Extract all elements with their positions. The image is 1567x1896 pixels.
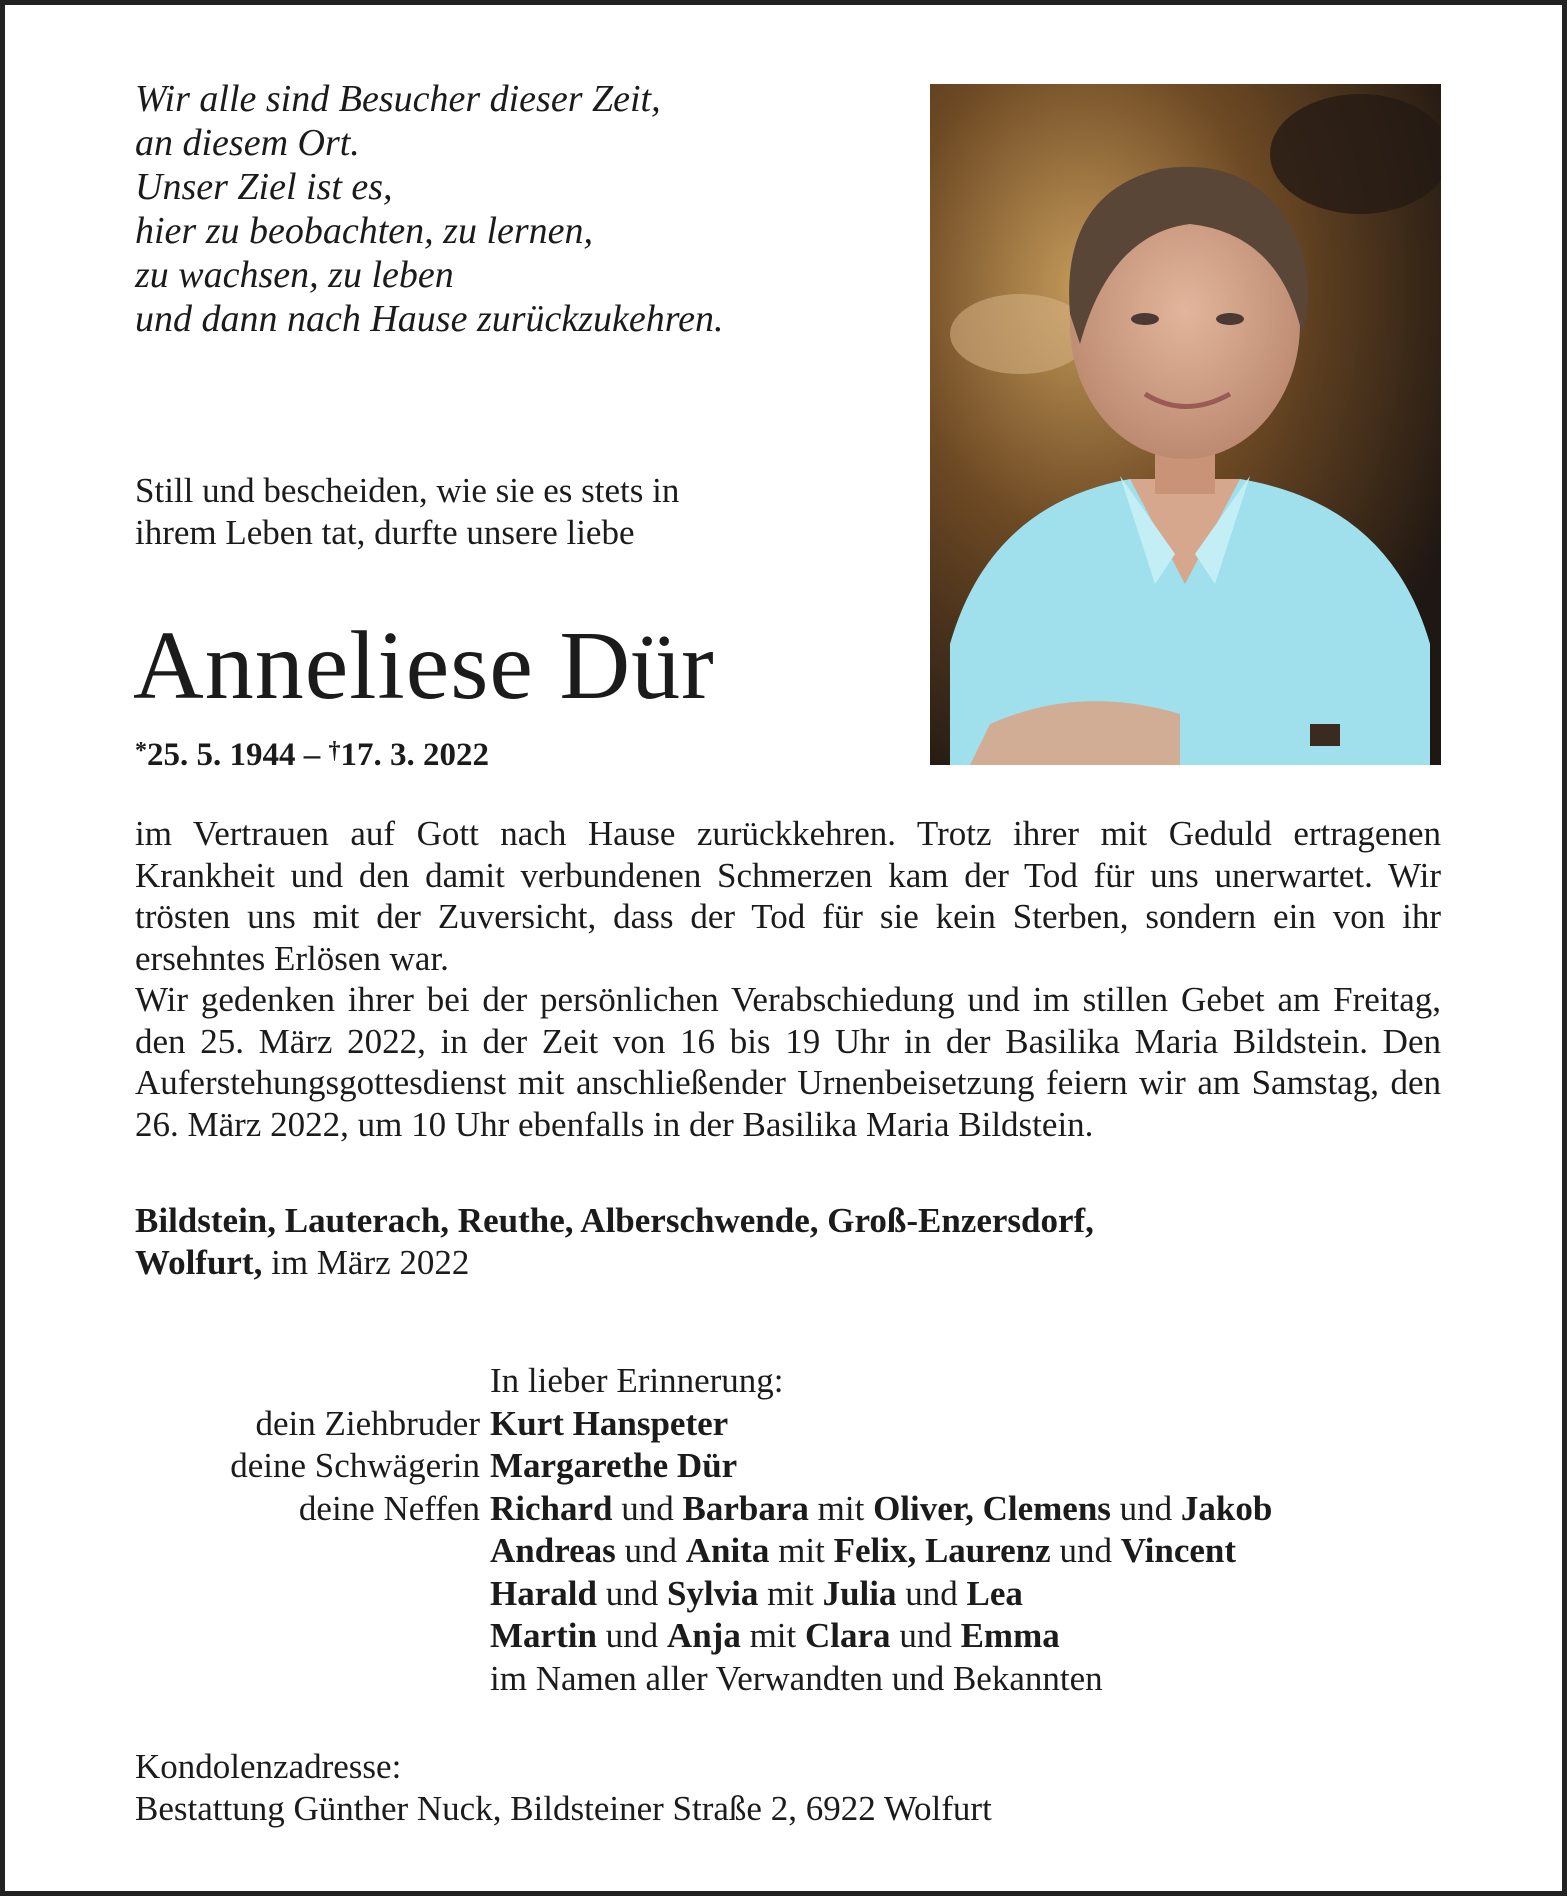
mourner-row (135, 1615, 1455, 1658)
places-last: Wolfurt, (135, 1243, 263, 1282)
places-list: Bildstein, Lauterach, Reuthe, Alberschwende, Groß-Enzersdorf, (135, 1201, 1094, 1240)
mourner-row (135, 1530, 1455, 1573)
mourner-row (135, 1658, 1455, 1701)
mourners-list (135, 1360, 1455, 1700)
condolence-text: Bestattung Günther Nuck, Bildsteiner Straße 2, 6922 Wolfurt (135, 1789, 992, 1828)
body-paragraph: Wir gedenken ihrer bei der persönlichen Verabschiedung und im stillen Gebet am Freitag, den 25. März 2022, in der Zeit von 16 bis 19 Uhr in der Basilika Maria Bildstein. Den Auferstehungsgottesdienst mit anschließender Urnenbeisetzung feiern wir am Samstag, den 26. März 2022, um 10 Uhr ebenfalls in der Basilika Maria Bildstein. (135, 980, 1441, 1144)
mourner-name: Margarethe Dür (490, 1446, 738, 1485)
mourner-row (135, 1403, 1455, 1446)
intro-line: ihrem Leben tat, durfte unsere liebe (135, 513, 635, 552)
birth-date: 25. 5. 1944 (147, 737, 296, 773)
role-label: dein Ziehbruder (255, 1403, 480, 1443)
mourner-row (135, 1488, 1455, 1531)
condolence-label: Kondolenzadresse: (135, 1747, 402, 1786)
intro-text (135, 470, 835, 554)
family-line: Richard und Barbara mit Oliver, Clemens und Jakob (490, 1488, 1273, 1528)
poem-line: hier zu beobachten, zu lernen, (135, 210, 594, 252)
place-date: im März 2022 (262, 1243, 470, 1282)
mourner-name: Kurt Hanspeter (490, 1403, 729, 1443)
closing-line: im Namen aller Verwandten und Bekannten (490, 1658, 1103, 1698)
portrait-photo (930, 84, 1441, 765)
family-line: Andreas und Anita mit Felix, Laurenz und Vincent (490, 1531, 1237, 1570)
life-dates (135, 733, 489, 777)
condolence-address (135, 1746, 1455, 1830)
intro-line: Still und bescheiden, wie sie es stets in (135, 471, 680, 510)
place-date-line (135, 1200, 1455, 1284)
portrait-illustration (930, 84, 1441, 765)
poem-line: und dann nach Hause zurückzukehren. (135, 298, 724, 340)
date-separator: – (295, 737, 329, 773)
signoff-heading: In lieber Erinnerung: (490, 1361, 784, 1400)
poem-line: an diesem Ort. (135, 122, 360, 164)
death-date: 17. 3. 2022 (340, 737, 489, 773)
role-label: deine Neffen (298, 1488, 480, 1528)
poem-line: Wir alle sind Besucher dieser Zeit, (135, 78, 661, 120)
poem (135, 77, 785, 341)
family-line: Martin und Anja mit Clara und Emma (490, 1616, 1060, 1655)
birth-mark: * (135, 738, 147, 764)
announcement-body (135, 813, 1441, 1145)
deceased-name: Anneliese Dür (133, 612, 715, 720)
poem-line: Unser Ziel ist es, (135, 166, 393, 208)
role-label: deine Schwägerin (230, 1446, 480, 1485)
mourner-row (135, 1573, 1455, 1616)
death-mark: † (328, 738, 341, 764)
mourner-row (135, 1445, 1455, 1488)
poem-line: zu wachsen, zu leben (135, 254, 454, 296)
body-paragraph: im Vertrauen auf Gott nach Hause zurückkehren. Trotz ihrer mit Geduld ertragenen Krankheit und den damit verbundenen Schmerzen kam der Tod für uns unerwartet. Wir trösten uns mit der Zuversicht, dass der Tod für sie kein Sterben, sondern ein von ihr ersehntes Erlösen war. (135, 814, 1441, 978)
family-line: Harald und Sylvia mit Julia und Lea (490, 1573, 1023, 1613)
